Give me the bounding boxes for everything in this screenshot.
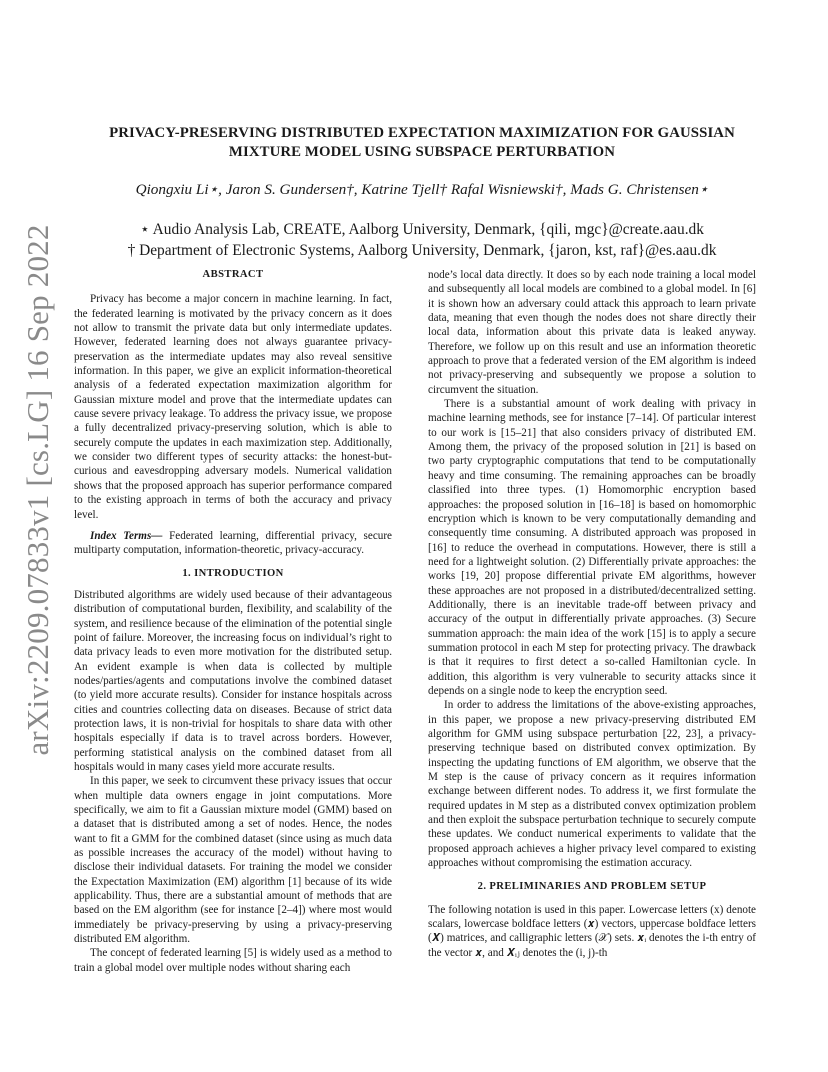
affiliation-line-2: † Department of Electronic Systems, Aalborg University, Denmark, {jaron, kst, raf}@es.aau.dk <box>127 242 717 259</box>
preliminaries-paragraph-1: The following notation is used in this paper. Lowercase letters (x) denote scalars, lowercase boldface letters (𝒙) vectors, uppercase boldface letters (𝑿) matrices, and calligraphic letters (𝒳) sets. 𝒙ᵢ denotes the i-th entry of the vector 𝒙, and 𝑿ᵢⱼ denotes the (i, j)-th <box>428 903 756 959</box>
intro-paragraph-4: node’s local data directly. It does so by each node training a local model and subsequently all local models are combined to a global model. In [6] it is shown how an adversary could attack this approach to learn private data, meaning that even though the nodes does not share directly their local data, information about this private data is leaked anyway. Therefore, we follow up on this result and use an information theoretic approach to prove that a federated version of the EM algorithm is indeed not privacy-preserving and subsequently we propose a solution to circumvent the situation. <box>428 269 756 396</box>
introduction-heading: 1. INTRODUCTION <box>182 567 284 579</box>
paper-title: PRIVACY-PRESERVING DISTRIBUTED EXPECTATION MAXIMIZATION FOR GAUSSIAN MIXTURE MODEL USING SUBSPACE PERTURBATION <box>109 125 735 160</box>
index-terms-text: Federated learning, differential privacy, secure multiparty computation, information-theoretic, privacy-accuracy. <box>74 529 392 557</box>
author-list: Qiongxiu Li⋆, Jaron S. Gundersen†, Katrine Tjell† Rafal Wisniewski†, Mads G. Christensen⋆ <box>135 181 709 198</box>
arxiv-identifier-text: arXiv:2209.07833v1 [cs.LG] 16 Sep 2022 <box>20 224 55 756</box>
intro-paragraph-6: In order to address the limitations of the above-existing approaches, in this paper, we propose a new privacy-preserving distributed EM algorithm for GMM using subspace perturbation [22, 23], a privacy-preserving technique based on distributed convex optimization. By inspecting the updating functions of EM algorithm, we observe that the M step is the cause of privacy concern as it requires information exchange between different nodes. To address it, we first formulate the required updates in M step as a distributed convex optimization problem and then exploit the subspace perturbation technique to securely compute these updates. We conduct numerical experiments to validate that the proposed approach achieves a higher privacy level compared to existing approaches without compromising the estimation accuracy. <box>428 699 756 870</box>
preliminaries-heading: 2. PRELIMINARIES AND PROBLEM SETUP <box>477 881 707 893</box>
affiliations <box>60 219 784 261</box>
abstract-heading: ABSTRACT <box>202 269 264 280</box>
intro-paragraph-2: In this paper, we seek to circumvent these privacy issues that occur when multiple data owners engage in joint computations. More specifically, we aim to fit a Gaussian mixture model (GMM) based on a dataset that is distributed among a set of nodes. Hence, the nodes want to fit a GMM for the combined dataset (since using as much data as possible increases the accuracy of the model) without having to disclose their individual datasets. For training the model we consider the Expectation Maximization (EM) algorithm [1] because of its wide applicability. Thus, there are a substantial amount of methods that are based on the EM algorithm (see for instance [2–4]) where most would immediately be privacy-preserving by using a privacy-preserving distributed EM algorithm. <box>74 775 392 946</box>
arxiv-identifier <box>8 120 68 860</box>
abstract-text: Privacy has become a major concern in machine learning. In fact, the federated learning is motivated by the privacy concern as it does not allow to transmit the private data but only intermediate updates. However, federated learning does not always guarantee privacy-preservation as the intermediate updates may also reveal sensitive information. In this paper, we give an explicit information-theoretical analysis of a federated expectation maximization algorithm for Gaussian mixture model and prove that the intermediate updates can cause severe privacy leakage. To address the privacy issue, we propose a fully decentralized privacy-preserving solution, which is able to securely compute the updates in each maximization step. Additionally, we consider two different types of security attacks: the honest-but-curious and eavesdropping adversary models. Numerical validation shows that the proposed approach has superior performance compared to the existing approach in terms of both the accuracy and privacy level. <box>74 293 392 521</box>
right-column <box>428 268 756 960</box>
intro-paragraph-5: There is a substantial amount of work dealing with privacy in machine learning methods, see for instance [7–14]. Of particular interest to our work is [15–21] that also considers privacy of distributed EM. Among them, the privacy of the proposed solution in [21] is based on two party cryptographic computations that tend to be computationally heavy and time consuming. The remaining approaches can be broadly classified into three types. (1) Homomorphic encryption based approaches: the proposed solution in [16–18] is based on homomorphic encryption which is known to be very computationally demanding and consequently time consuming. A distributed approach was proposed in [16] to reduce the overhead in computations. However, there is still a need for a lightweight solution. (2) Differentially private approaches: the works [19, 20] propose differential private EM algorithms, however these approaches are not proposed in a distributed/decentralized setting. Additionally, there is an inevitable trade-off between privacy and accuracy of the output in differentially private approaches. (3) Secure summation approach: the main idea of the work [15] is to apply a secure summation protocol in each M step for protecting privacy. The drawback is that it requires to first detect a so-called Hamiltonian cycle. In addition, this algorithm is very vulnerable to security attacks since it depends on a single node to keep the encryption seed. <box>428 398 756 697</box>
intro-paragraph-1: Distributed algorithms are widely used because of their advantageous distribution of computational burden, flexibility, and scalability of the system, and resilience because of the elimination of the potential single point of failure. Moreover, the increasing focus on individual’s right to data privacy leads to even more motivation for the distributed setup. An evident example is when data is collected by multiple nodes/parties/agents and computations involve the combined dataset (to yield more accurate results). Consider for instance hospitals across cities and countries collecting data on diseases. Because of strict data protection laws, it is non-trivial for hospitals to share data with other hospitals especially if data is to travel across borders. However, performing statistical analysis on the combined dataset from all hospitals would in many cases yield more accurate results. <box>74 588 392 773</box>
left-column <box>74 268 392 975</box>
affiliation-line-1: ⋆ Audio Analysis Lab, CREATE, Aalborg University, Denmark, {qili, mgc}@create.aau.dk <box>140 221 704 238</box>
index-terms <box>74 529 392 558</box>
intro-paragraph-3: The concept of federated learning [5] is widely used as a method to train a global model over multiple nodes without sharing each <box>74 947 392 974</box>
index-terms-label: Index Terms— <box>90 529 163 542</box>
